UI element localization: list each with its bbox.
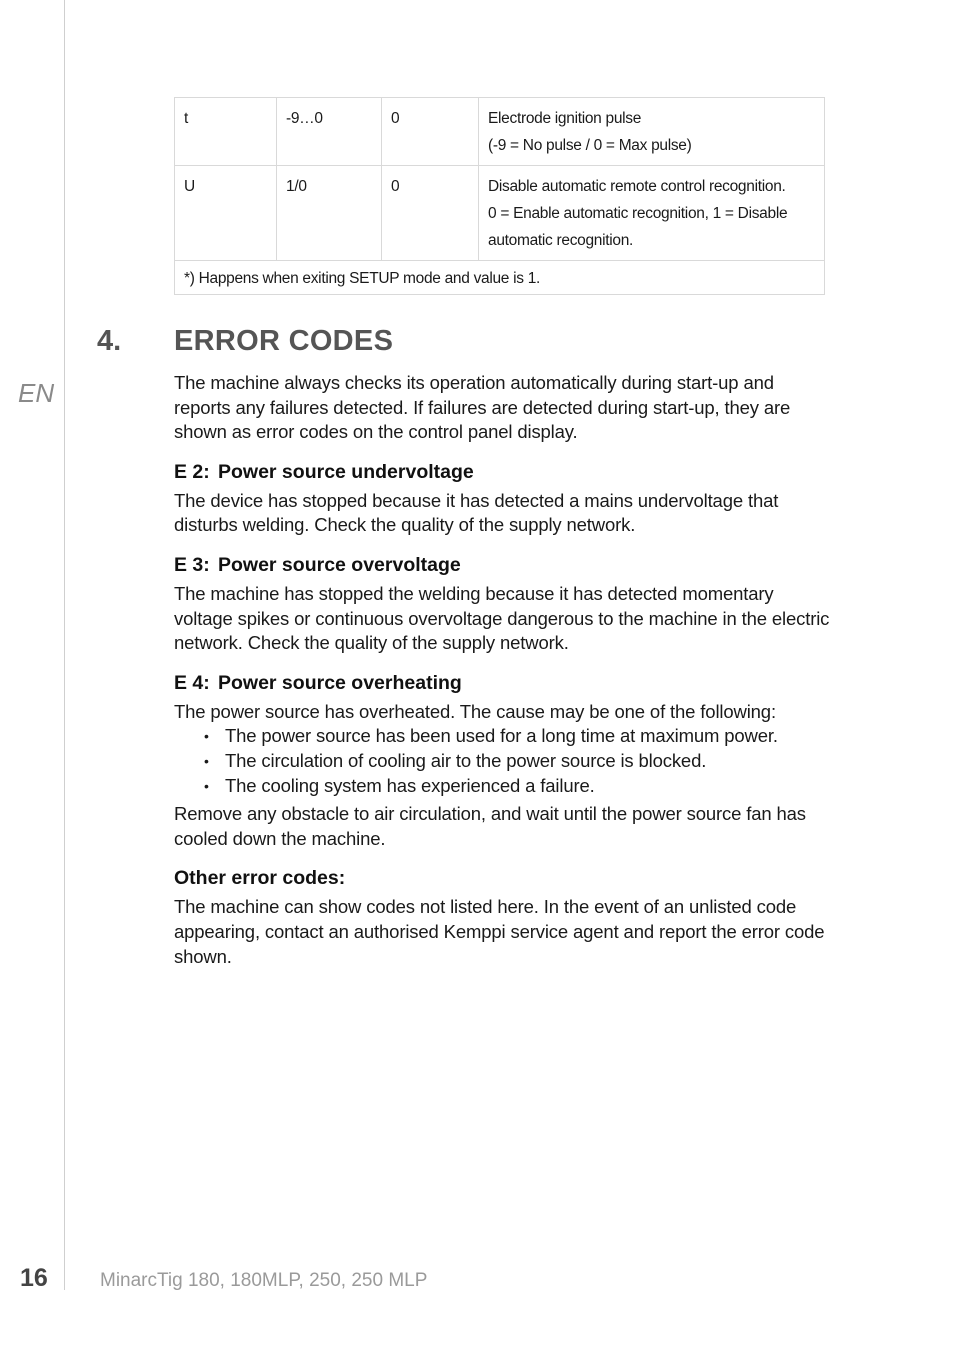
error-code: E 2: [174, 460, 210, 483]
parameter-table [174, 97, 825, 295]
bullet-icon: • [204, 752, 209, 769]
other-codes-heading: Other error codes: [174, 867, 346, 890]
param-cell: U [175, 166, 277, 261]
description-line: automatic recognition. [488, 232, 634, 249]
default-cell: 0 [382, 166, 479, 261]
list-item [204, 724, 834, 749]
cause-list [174, 724, 834, 798]
other-codes-description: The machine can show codes not listed here. In the event of an unlisted code appearing, contact an authorised Kemppi service agent and report the error code shown. [174, 896, 825, 967]
table-footnote: *) Happens when exiting SETUP mode and value is 1. [175, 261, 825, 295]
section-title: ERROR CODES [174, 325, 394, 357]
language-tag: EN [18, 378, 55, 408]
section-number: 4. [97, 325, 122, 357]
error-title: Power source undervoltage [218, 460, 474, 483]
description-cell [479, 166, 825, 261]
error-title: Power source overvoltage [218, 553, 461, 576]
list-item-text: The cooling system has experienced a failure. [225, 774, 595, 796]
bullet-icon: • [204, 728, 209, 745]
list-item [204, 749, 834, 774]
error-remedy: Remove any obstacle to air circulation, and wait until the power source fan has cooled down the machine. [174, 803, 806, 849]
description-cell [479, 98, 825, 166]
error-description: The power source has overheated. The cause may be one of the following: [174, 700, 776, 722]
default-cell: 0 [382, 98, 479, 166]
list-item [204, 774, 834, 799]
table-row [175, 166, 825, 261]
error-heading-e3 [174, 552, 834, 578]
error-heading-e4 [174, 670, 834, 696]
error-description: The machine has stopped the welding because it has detected momentary voltage spikes or continuous overvoltage dangerous to the machine in the electric network. Check the quality of the supply network. [174, 582, 830, 654]
section-content [174, 371, 834, 969]
intro-paragraph: The machine always checks its operation automatically during start-up and reports any failures detected. If failures are detected during start-up, they are shown as error codes on the control panel display. [174, 372, 791, 443]
error-code: E 3: [174, 553, 210, 576]
page-number: 16 [20, 1264, 48, 1292]
error-code: E 4: [174, 671, 210, 694]
list-item-text: The power source has been used for a long time at maximum power. [225, 725, 778, 747]
list-item-text: The circulation of cooling air to the power source is blocked. [225, 749, 707, 771]
description-line: 0 = Enable automatic recognition, 1 = Disable [488, 205, 788, 222]
description-line: Electrode ignition pulse [488, 110, 642, 127]
description-line: (-9 = No pulse / 0 = Max pulse) [488, 137, 692, 154]
error-description: The device has stopped because it has detected a mains undervoltage that disturbs welding. Check the quality of the supply network. [174, 489, 779, 536]
error-title: Power source overheating [218, 671, 462, 694]
range-cell: -9…0 [277, 98, 382, 166]
error-heading-e2 [174, 459, 834, 485]
description-line: Disable automatic remote control recognition. [488, 178, 786, 195]
param-cell: t [175, 98, 277, 166]
table-footnote-row [175, 261, 825, 295]
table-row [175, 98, 825, 166]
margin-rule [64, 0, 65, 1290]
bullet-icon: • [204, 777, 209, 794]
range-cell: 1/0 [277, 166, 382, 261]
footer-product-title: MinarcTig 180, 180MLP, 250, 250 MLP [100, 1270, 428, 1291]
